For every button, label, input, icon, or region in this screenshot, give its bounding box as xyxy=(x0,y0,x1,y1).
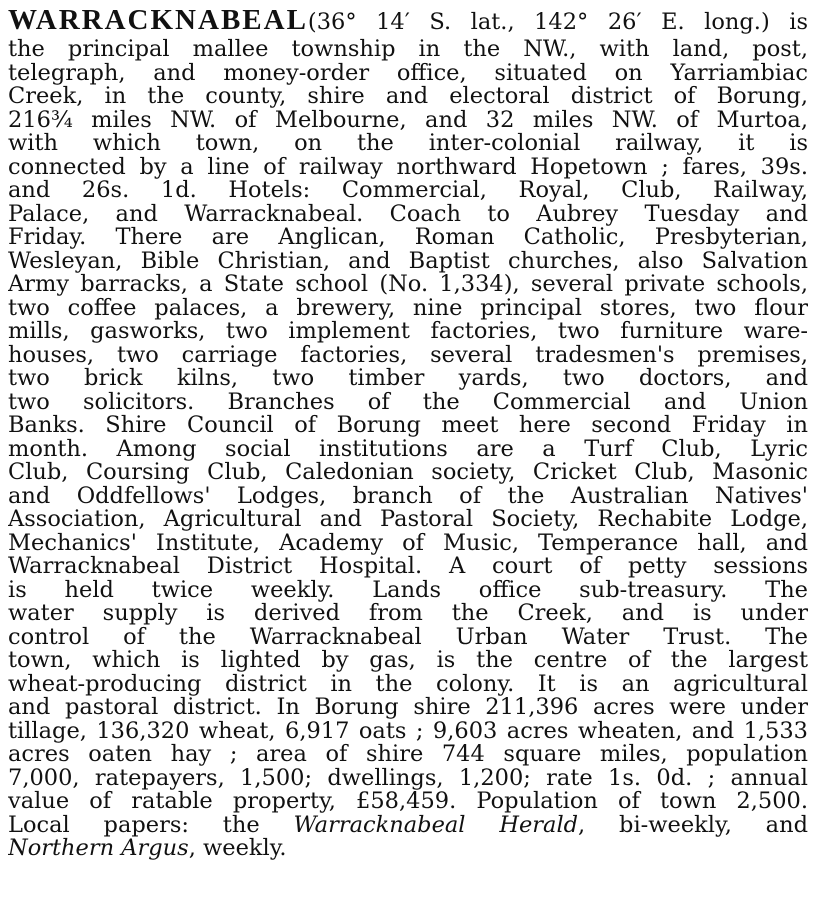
entry-line: mills, gasworks, two implement factories, two furniture ware- xyxy=(8,318,808,344)
entry-line: 216¾ miles NW. of Melbourne, and 32 miles NW. of Murtoa, xyxy=(8,106,808,133)
entry-line: 7,000, ratepayers, 1,500; dwellings, 1,200; rate 1s. 0d. ; annual xyxy=(8,764,808,791)
entry-line: connected by a line of railway northward Hopetown ; fares, 39s. xyxy=(8,153,808,180)
papers-intro: Local papers: the xyxy=(8,811,294,838)
entry-line: Banks. Shire Council of Borung meet here second Friday in xyxy=(8,412,808,438)
entry-line: Wesleyan, Bible Christian, and Baptist churches, also Salvation xyxy=(8,247,808,274)
entry-line: month. Among social institutions are a Turf Club, Lyric xyxy=(8,435,808,462)
entry-line: acres oaten hay ; area of shire 744 square miles, population xyxy=(8,741,808,767)
entry-line: two brick kilns, two timber yards, two doctors, and xyxy=(8,365,808,391)
newspaper-title-herald: Warracknabeal Herald xyxy=(293,811,579,838)
entry-line-papers xyxy=(8,812,808,838)
entry-line: Mechanics' Institute, Academy of Music, Temperance hall, and xyxy=(8,529,808,556)
entry-coordinates: (36° 14′ S. lat., 142° 26′ E. long.) is xyxy=(307,9,808,35)
entry-line: Club, Coursing Club, Caledonian society, Cricket Club, Masonic xyxy=(8,459,808,485)
entry-line: Army barracks, a State school (No. 1,334), several private schools, xyxy=(8,271,808,297)
papers-frequency: , bi-weekly, and xyxy=(578,811,808,838)
entry-line: town, which is lighted by gas, is the centre of the largest xyxy=(8,647,808,673)
entry-line: Palace, and Warracknabeal. Coach to Aubrey Tuesday and xyxy=(8,200,808,227)
entry-line: Warracknabeal District Hospital. A court of petty sessions xyxy=(8,553,808,579)
entry-line: two coffee palaces, a brewery, nine principal stores, two flour xyxy=(8,294,808,321)
entry-line: tillage, 136,320 wheat, 6,917 oats ; 9,603 acres wheaten, and 1,533 xyxy=(8,717,808,744)
entry-line-1 xyxy=(8,3,808,37)
entry-line: and pastoral district. In Borung shire 211,396 acres were under xyxy=(8,694,808,720)
entry-line: with which town, on the inter-colonial railway, it is xyxy=(8,130,808,156)
entry-line: Creek, in the county, shire and electoral district of Borung, xyxy=(8,83,808,109)
entry-line-last xyxy=(8,835,808,861)
entry-line: and Oddfellows' Lodges, branch of the Australian Natives' xyxy=(8,482,808,509)
entry-line: houses, two carriage factories, several tradesmen's premises, xyxy=(8,341,808,368)
entry-line: telegraph, and money-order office, situated on Yarriambiac xyxy=(8,59,808,86)
entry-line: water supply is derived from the Creek, and is under xyxy=(8,600,808,626)
entry-line: wheat-producing district in the colony. It is an agricultural xyxy=(8,670,808,697)
papers-weekly: , weekly. xyxy=(188,835,287,861)
entry-line: and 26s. 1d. Hotels: Commercial, Royal, Club, Railway, xyxy=(8,177,808,203)
newspaper-title-argus: Northern Argus xyxy=(8,835,189,861)
entry-line: Friday. There are Anglican, Roman Catholic, Presbyterian, xyxy=(8,224,808,250)
entry-line: is held twice weekly. Lands office sub-treasury. The xyxy=(8,576,808,603)
entry-line: two solicitors. Branches of the Commercial and Union xyxy=(8,388,808,415)
entry-line: the principal mallee township in the NW., with land, post, xyxy=(8,36,808,62)
entry-line: value of ratable property, £58,459. Population of town 2,500. xyxy=(8,788,808,814)
entry-line: control of the Warracknabeal Urban Water Trust. The xyxy=(8,623,808,650)
entry-headword: WARRACKNABEAL xyxy=(8,4,308,36)
entry-line: Association, Agricultural and Pastoral Society, Rechabite Lodge, xyxy=(8,506,808,532)
